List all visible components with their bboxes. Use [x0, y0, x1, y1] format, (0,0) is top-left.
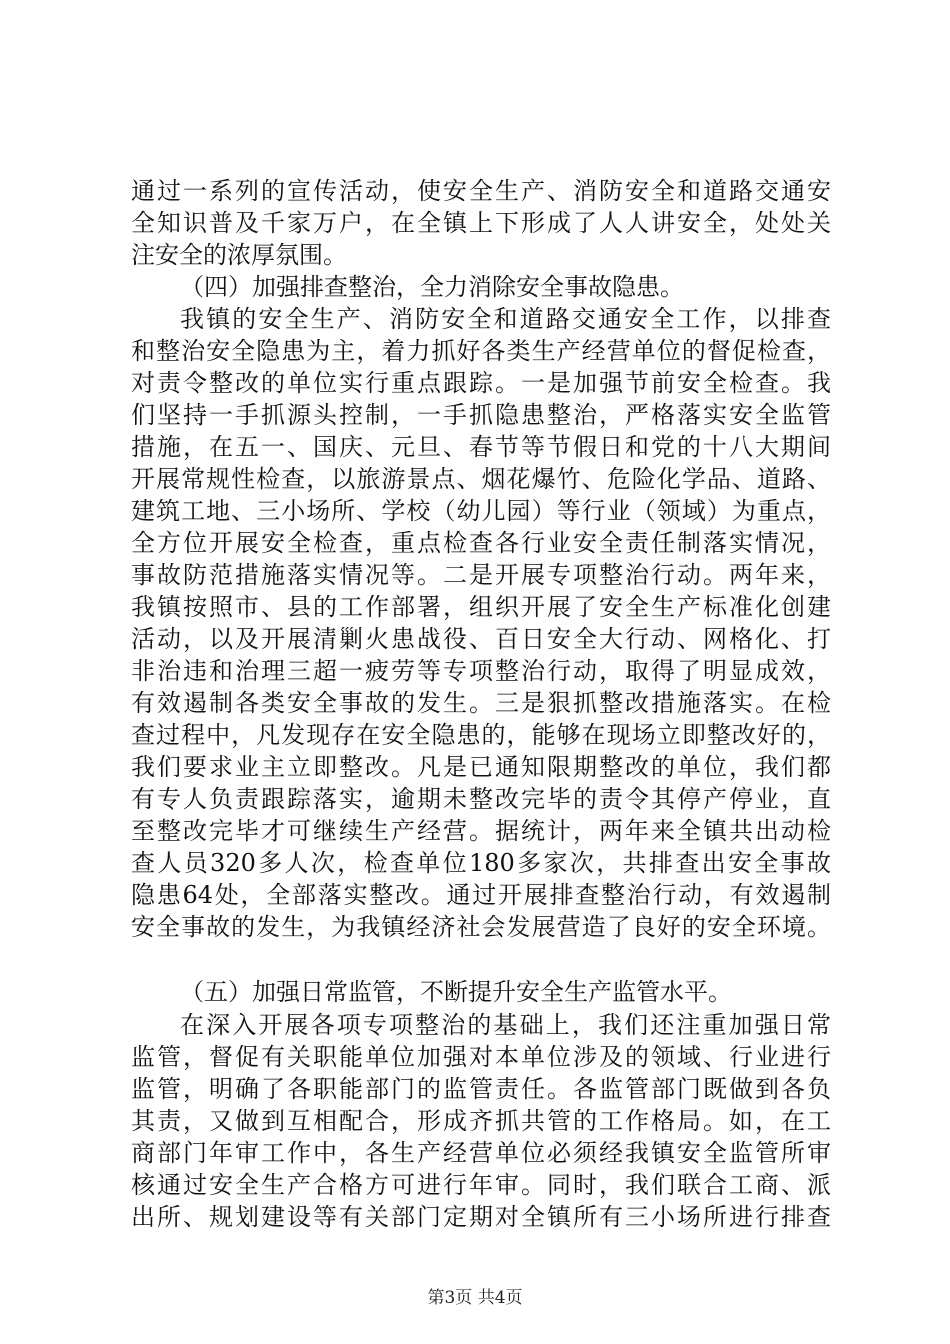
- paragraph-line: 监管，明确了各职能部门的监管责任。各监管部门既做到各负: [131, 1075, 831, 1103]
- paragraph-line: 全知识普及千家万户，在全镇上下形成了人人讲安全，处处关: [131, 209, 831, 237]
- paragraph-line: 出所、规划建设等有关部门定期对全镇所有三小场所进行排查: [131, 1203, 831, 1231]
- paragraph-line: 至整改完毕才可继续生产经营。据统计，两年来全镇共出动检: [131, 817, 831, 845]
- paragraph-line: 我镇的安全生产、消防安全和道路交通安全工作，以排查: [180, 305, 831, 333]
- paragraph-line: 隐患64处，全部落实整改。通过开展排查整治行动，有效遏制: [131, 881, 831, 909]
- paragraph-line: 和整治安全隐患为主，着力抓好各类生产经营单位的督促检查，: [131, 337, 831, 365]
- paragraph-line: 查过程中，凡发现存在安全隐患的，能够在现场立即整改好的，: [131, 721, 831, 749]
- paragraph-line: 全方位开展安全检查，重点检查各行业安全责任制落实情况，: [131, 529, 831, 557]
- paragraph-line: 其责，又做到互相配合，形成齐抓共管的工作格局。如，在工: [131, 1107, 831, 1135]
- paragraph-line: 们坚持一手抓源头控制，一手抓隐患整治，严格落实安全监管: [131, 401, 831, 429]
- paragraph-line: 安全事故的发生，为我镇经济社会发展营造了良好的安全环境。: [131, 913, 831, 941]
- paragraph-line: 查人员320多人次，检查单位180多家次，共排查出安全事故: [131, 849, 831, 877]
- paragraph-line: 开展常规性检查，以旅游景点、烟花爆竹、危险化学品、道路、: [131, 465, 831, 493]
- paragraph-line: 监管，督促有关职能单位加强对本单位涉及的领域、行业进行: [131, 1043, 831, 1071]
- paragraph-line: 我镇按照市、县的工作部署，组织开展了安全生产标准化创建: [131, 593, 831, 621]
- paragraph-line: 建筑工地、三小场所、学校（幼儿园）等行业（领域）为重点，: [131, 497, 831, 525]
- paragraph-line: 有效遏制各类安全事故的发生。三是狠抓整改措施落实。在检: [131, 689, 831, 717]
- paragraph-line: 活动，以及开展清剿火患战役、百日安全大行动、网格化、打: [131, 625, 831, 653]
- section-heading: （五）加强日常监管，不断提升安全生产监管水平。: [180, 978, 732, 1006]
- section-heading: （四）加强排查整治，全力消除安全事故隐患。: [180, 273, 684, 301]
- paragraph-line: 在深入开展各项专项整治的基础上，我们还注重加强日常: [180, 1011, 831, 1039]
- paragraph-line: 事故防范措施落实情况等。二是开展专项整治行动。两年来，: [131, 561, 831, 589]
- paragraph-line: 有专人负责跟踪落实，逾期未整改完毕的责令其停产停业，直: [131, 785, 831, 813]
- paragraph-line: 通过一系列的宣传活动，使安全生产、消防安全和道路交通安: [131, 177, 831, 205]
- paragraph-line: 商部门年审工作中，各生产经营单位必须经我镇安全监管所审: [131, 1139, 831, 1167]
- page-footer: 第3页 共4页: [427, 1288, 523, 1308]
- paragraph-line: 非治违和治理三超一疲劳等专项整治行动，取得了明显成效，: [131, 657, 831, 685]
- paragraph-line: 核通过安全生产合格方可进行年审。同时，我们联合工商、派: [131, 1171, 831, 1199]
- paragraph-line: 对责令整改的单位实行重点跟踪。一是加强节前安全检查。我: [131, 369, 831, 397]
- paragraph-line: 注安全的浓厚氛围。: [131, 241, 347, 269]
- paragraph-line: 我们要求业主立即整改。凡是已通知限期整改的单位，我们都: [131, 753, 831, 781]
- paragraph-line: 措施，在五一、国庆、元旦、春节等节假日和党的十八大期间: [131, 433, 831, 461]
